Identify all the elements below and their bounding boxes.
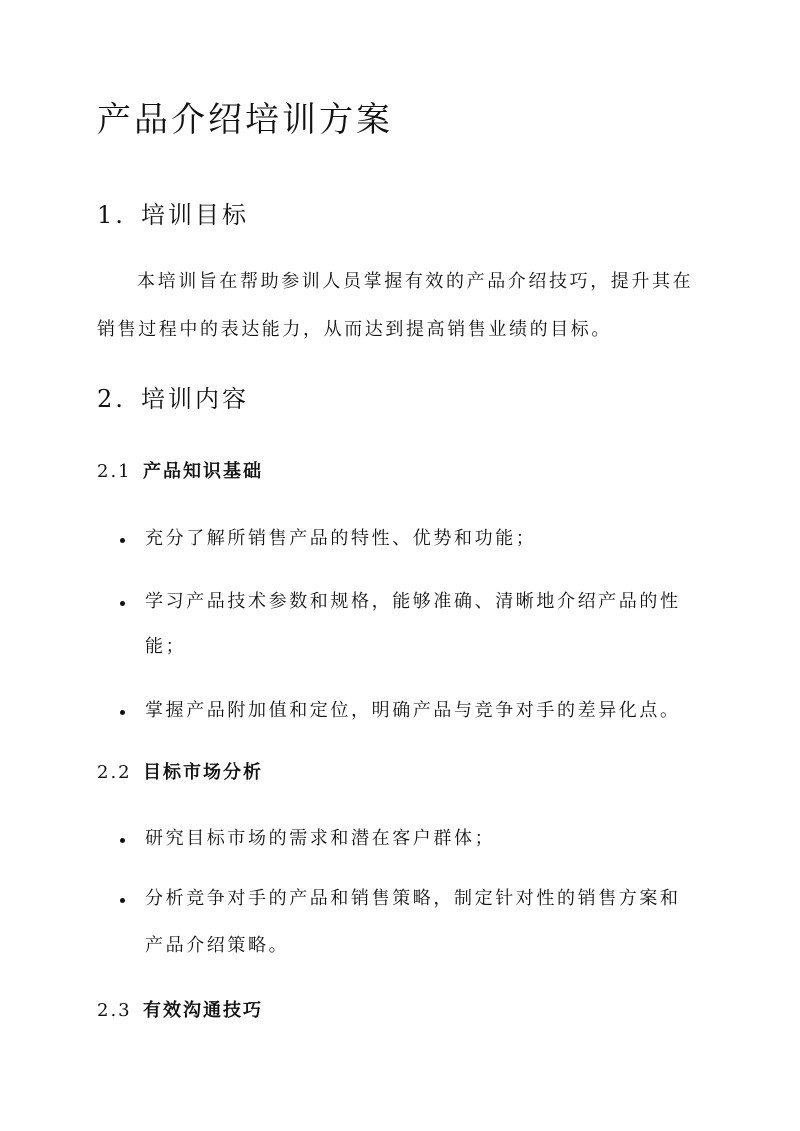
bullet-text: 充分了解所销售产品的特性、优势和功能； [145,528,537,549]
section-number: 2. [97,385,126,413]
paragraph-line: 本培训旨在帮助参训人员掌握有效的产品介绍技巧，提升其在 [137,271,694,292]
bullet-dot-icon [120,601,125,606]
subsection-title: 有效沟通技巧 [143,1000,263,1021]
subsection-heading-2-1 [97,459,263,485]
subsection-number: 2.3 [97,1000,132,1021]
bullet-text-continued: 产品介绍策略。 [145,935,290,956]
paragraph-line: 销售过程中的表达能力，从而达到提高销售业绩的目标。 [97,319,612,340]
bullet-dot-icon [120,538,125,543]
bullet-text: 研究目标市场的需求和潜在客户群体； [145,828,496,849]
document-title: 产品介绍培训方案 [97,100,393,140]
subsection-number: 2.1 [97,461,132,482]
bullet-text: 掌握产品附加值和定位，明确产品与竞争对手的差异化点。 [145,700,681,721]
bullet-text: 分析竞争对手的产品和销售策略，制定针对性的销售方案和 [145,888,681,909]
bullet-dot-icon [120,838,125,843]
section-heading-2 [97,383,249,415]
section-number: 1. [97,201,126,229]
subsection-heading-2-2 [97,760,263,786]
bullet-text-continued: 能； [145,636,187,657]
bullet-dot-icon [120,898,125,903]
section-title: 培训目标 [141,201,249,229]
subsection-title: 产品知识基础 [143,461,263,482]
section-title: 培训内容 [141,385,249,413]
subsection-title: 目标市场分析 [143,762,263,783]
section-heading-1 [97,199,249,231]
subsection-number: 2.2 [97,762,132,783]
subsection-heading-2-3 [97,998,263,1024]
bullet-text: 学习产品技术参数和规格，能够准确、清晰地介绍产品的性 [145,591,681,612]
bullet-dot-icon [120,710,125,715]
